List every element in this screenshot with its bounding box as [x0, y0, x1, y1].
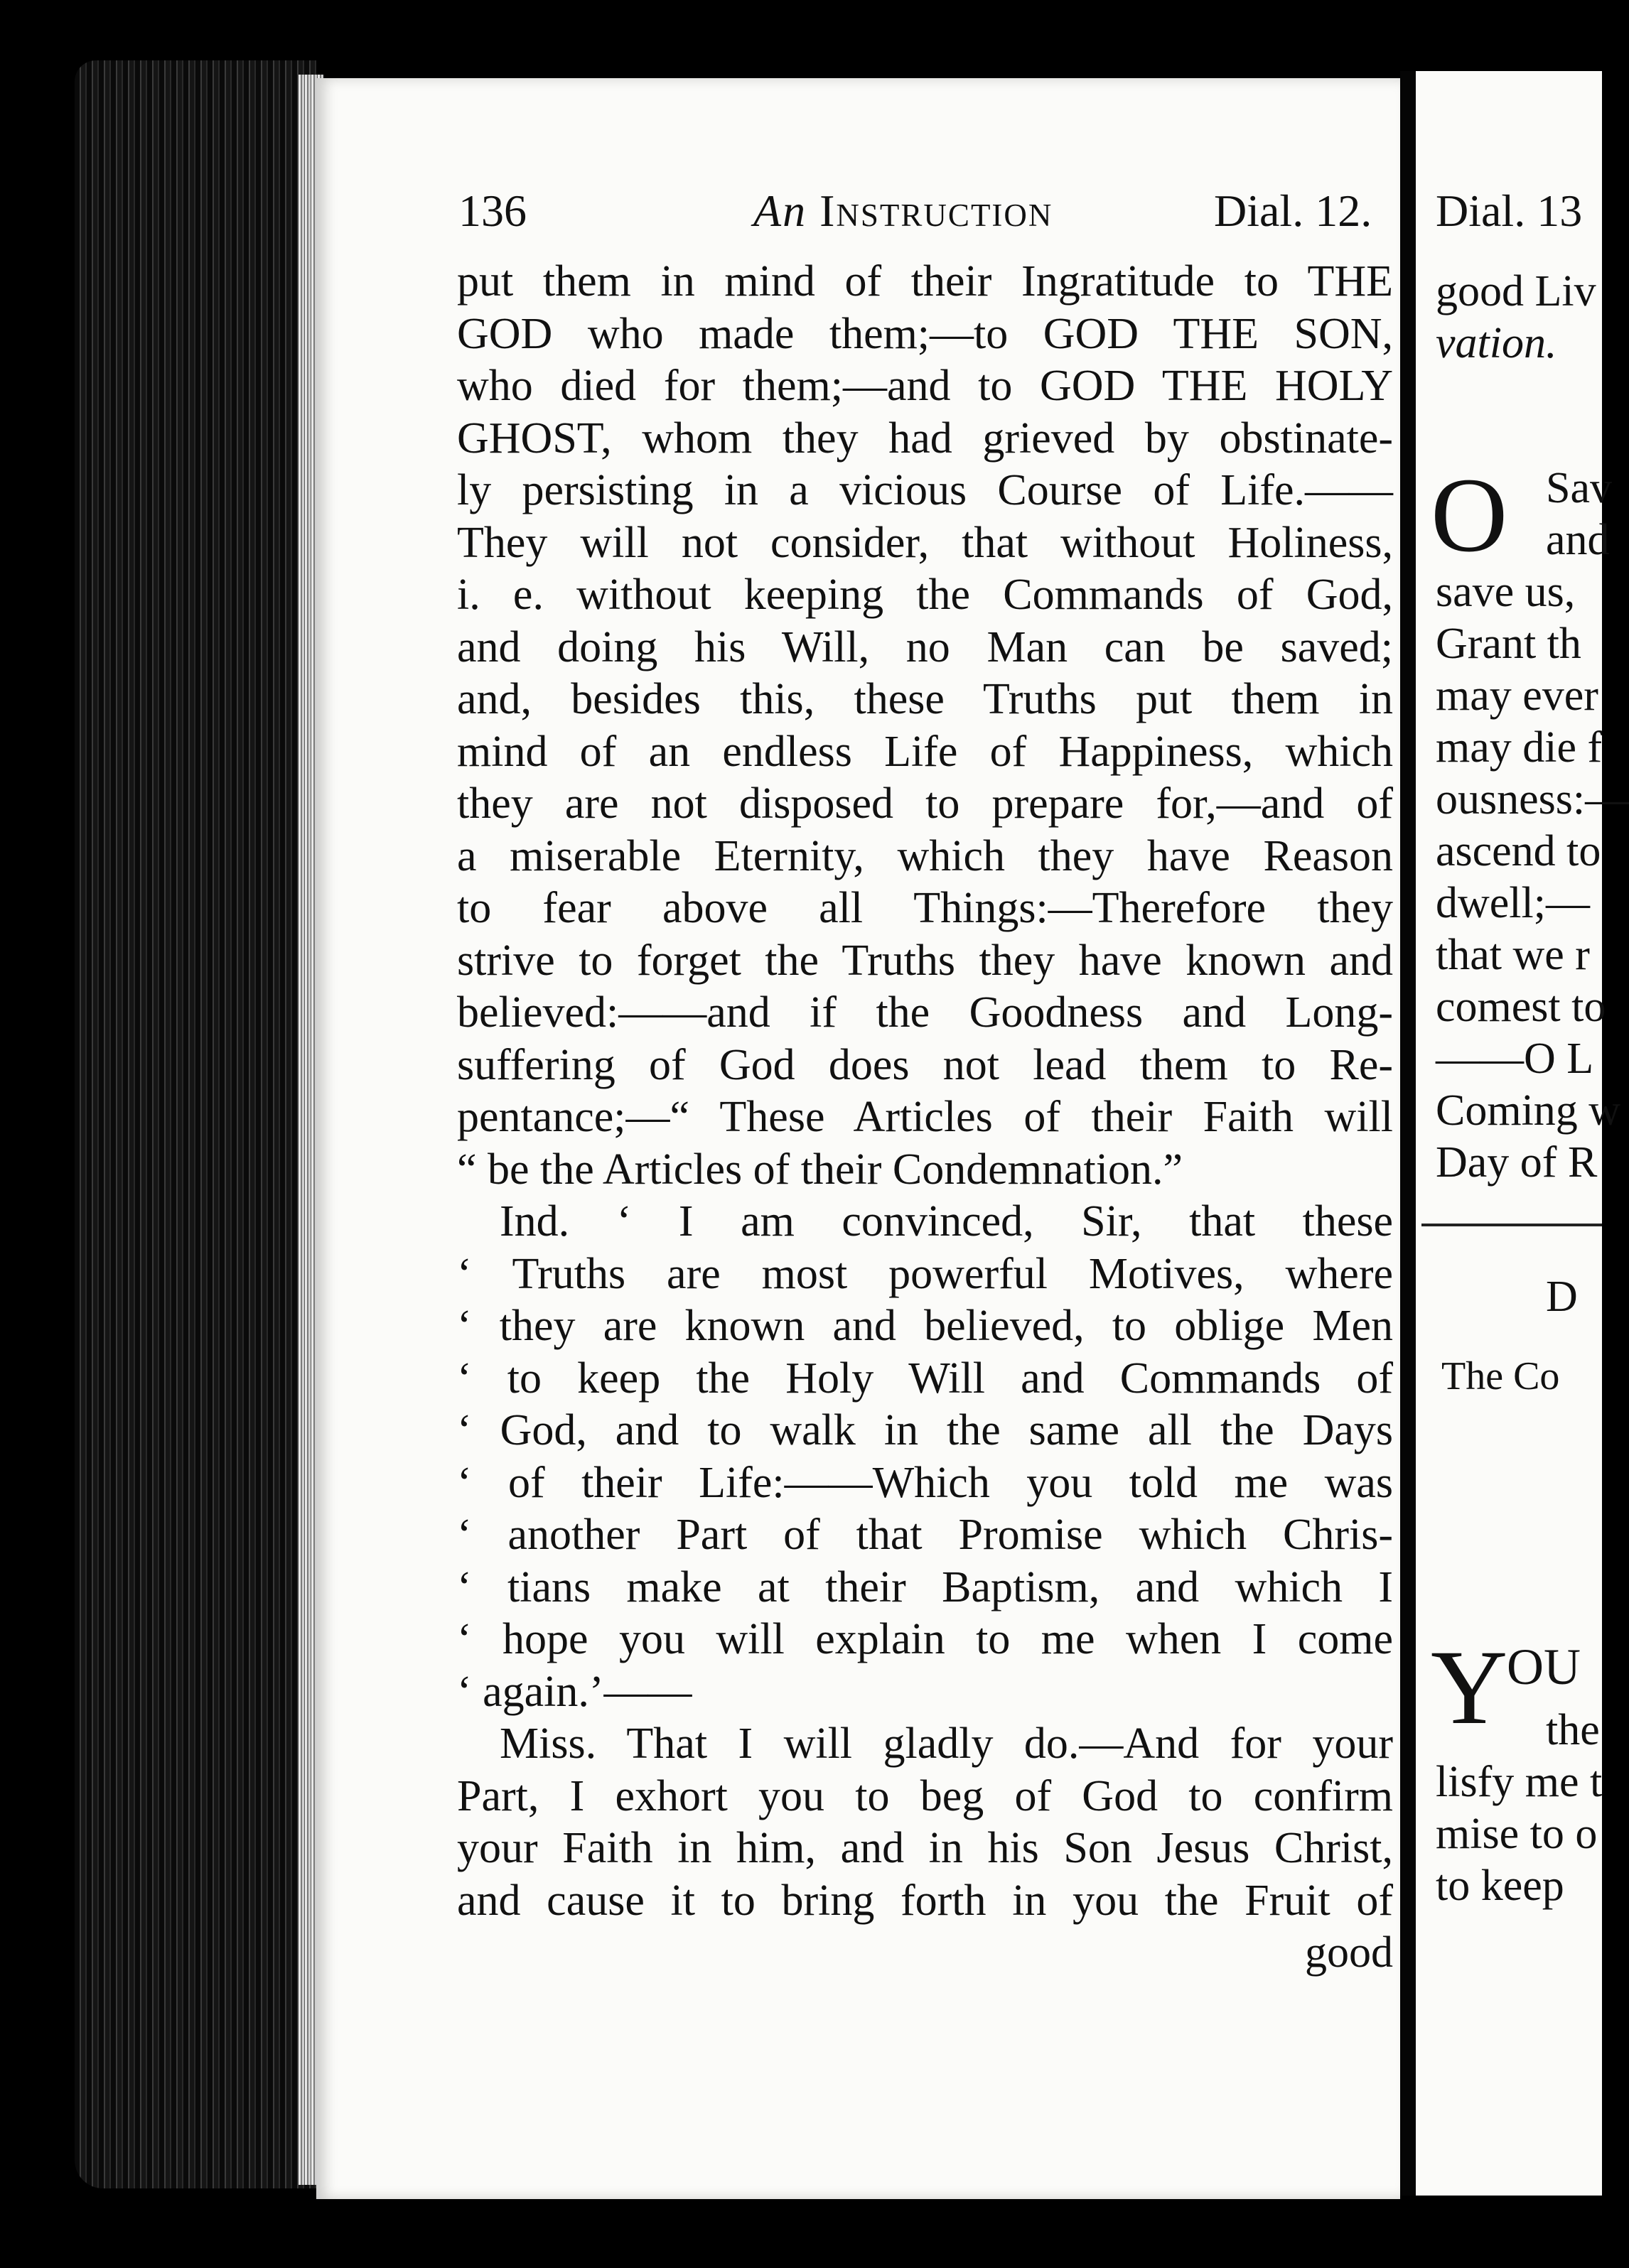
text-line: believed:——and if the Goodness and Long-	[457, 988, 1393, 1037]
book-page-edges	[75, 60, 316, 2188]
book-gutter	[1400, 71, 1416, 2196]
text-line: Part, I exhort you to beg of God to confirm	[457, 1771, 1393, 1820]
text-line: They will not consider, that without Holiness,	[457, 518, 1393, 567]
text-line: ‘ tians make at their Baptism, and which I	[457, 1562, 1393, 1611]
text-line: GHOST, whom they had grieved by obstinate-	[457, 414, 1393, 463]
text-line: ‘ another Part of that Promise which Chris-	[457, 1511, 1393, 1559]
right-text-line: OU	[1507, 1638, 1581, 1695]
text-line: and, besides this, these Truths put them in	[457, 675, 1393, 723]
right-text-line: Day of R	[1436, 1138, 1598, 1187]
running-title-text: Instruction	[819, 185, 1053, 236]
right-text-line: to keep	[1436, 1862, 1564, 1910]
section-subheading: The Co	[1441, 1354, 1560, 1398]
text-line: and cause it to bring forth in you the Fruit of	[457, 1876, 1393, 1925]
right-text-line: ousness:—	[1436, 775, 1629, 824]
running-title	[753, 185, 1053, 237]
text-line: Ind. ‘ I am convinced, Sir, that these	[500, 1197, 1393, 1246]
section-rule	[1421, 1224, 1602, 1226]
right-text-line: that we r	[1436, 931, 1590, 979]
right-text-line: ascend to	[1436, 827, 1601, 875]
right-text-line: and	[1546, 516, 1610, 564]
text-line: ‘ hope you will explain to me when I come	[457, 1615, 1393, 1663]
text-line: i. e. without keeping the Commands of God,	[457, 571, 1393, 619]
text-line: mind of an endless Life of Happiness, which	[457, 727, 1393, 776]
right-text-line: ——O L	[1436, 1035, 1594, 1083]
dialogue-reference: Dial. 12.	[1214, 185, 1372, 236]
right-text-line: Sav	[1546, 464, 1612, 512]
text-line: ‘ Truths are most powerful Motives, where	[457, 1249, 1393, 1298]
right-text-line: good Liv	[1436, 267, 1596, 315]
text-line: strive to forget the Truths they have known and	[457, 936, 1393, 985]
text-line: Miss. That I will gladly do.—And for your	[500, 1719, 1393, 1768]
running-title-article: An	[753, 185, 807, 236]
page-number: 136	[458, 185, 527, 236]
right-dialogue-reference: Dial. 13	[1436, 185, 1583, 236]
text-line: your Faith in him, and in his Son Jesus Christ,	[457, 1824, 1393, 1872]
right-text-line: save us,	[1436, 568, 1576, 616]
section-heading: D	[1546, 1273, 1578, 1321]
text-line: ‘ again.’——	[457, 1667, 692, 1716]
right-text-line: may die f	[1436, 723, 1603, 772]
right-text-line: Coming w	[1436, 1086, 1621, 1135]
text-line: a miserable Eternity, which they have Reason	[457, 831, 1393, 880]
right-text-line: comest to	[1436, 983, 1606, 1031]
right-text-line: the	[1546, 1706, 1600, 1754]
text-line: to fear above all Things:—Therefore they	[457, 884, 1393, 932]
right-text-line: mise to o	[1436, 1810, 1598, 1858]
right-text-line: lisfy me t	[1436, 1758, 1603, 1806]
text-line: suffering of God does not lead them to Re-	[457, 1040, 1393, 1089]
text-line: who died for them;—and to GOD THE HOLY	[457, 362, 1393, 410]
text-line: ‘ God, and to walk in the same all the Days	[457, 1406, 1393, 1454]
drop-cap: O	[1431, 456, 1508, 574]
right-text-line: Grant th	[1436, 620, 1581, 668]
right-text-line: may ever	[1436, 671, 1598, 720]
text-line: they are not disposed to prepare for,—and of	[457, 779, 1393, 828]
text-line: ‘ they are known and believed, to oblige Men	[457, 1302, 1393, 1350]
right-text-line: dwell;—	[1436, 879, 1590, 927]
drop-cap: Y	[1431, 1629, 1508, 1746]
catchword: good	[1305, 1928, 1393, 1977]
right-text-line: vation.	[1436, 319, 1557, 367]
text-line: “ be the Articles of their Condemnation.”	[457, 1145, 1183, 1194]
text-line: GOD who made them;—to GOD THE SON,	[457, 309, 1393, 358]
text-line: ‘ of their Life:——Which you told me was	[457, 1458, 1393, 1507]
text-line: ly persisting in a vicious Course of Life.——	[457, 466, 1393, 514]
left-page-body	[457, 256, 1393, 1980]
text-line: pentance;—“ These Articles of their Faith will	[457, 1093, 1393, 1141]
text-line: put them in mind of their Ingratitude to THE	[457, 257, 1393, 306]
text-line: ‘ to keep the Holy Will and Commands of	[457, 1354, 1393, 1403]
text-line: and doing his Will, no Man can be saved;	[457, 622, 1393, 671]
